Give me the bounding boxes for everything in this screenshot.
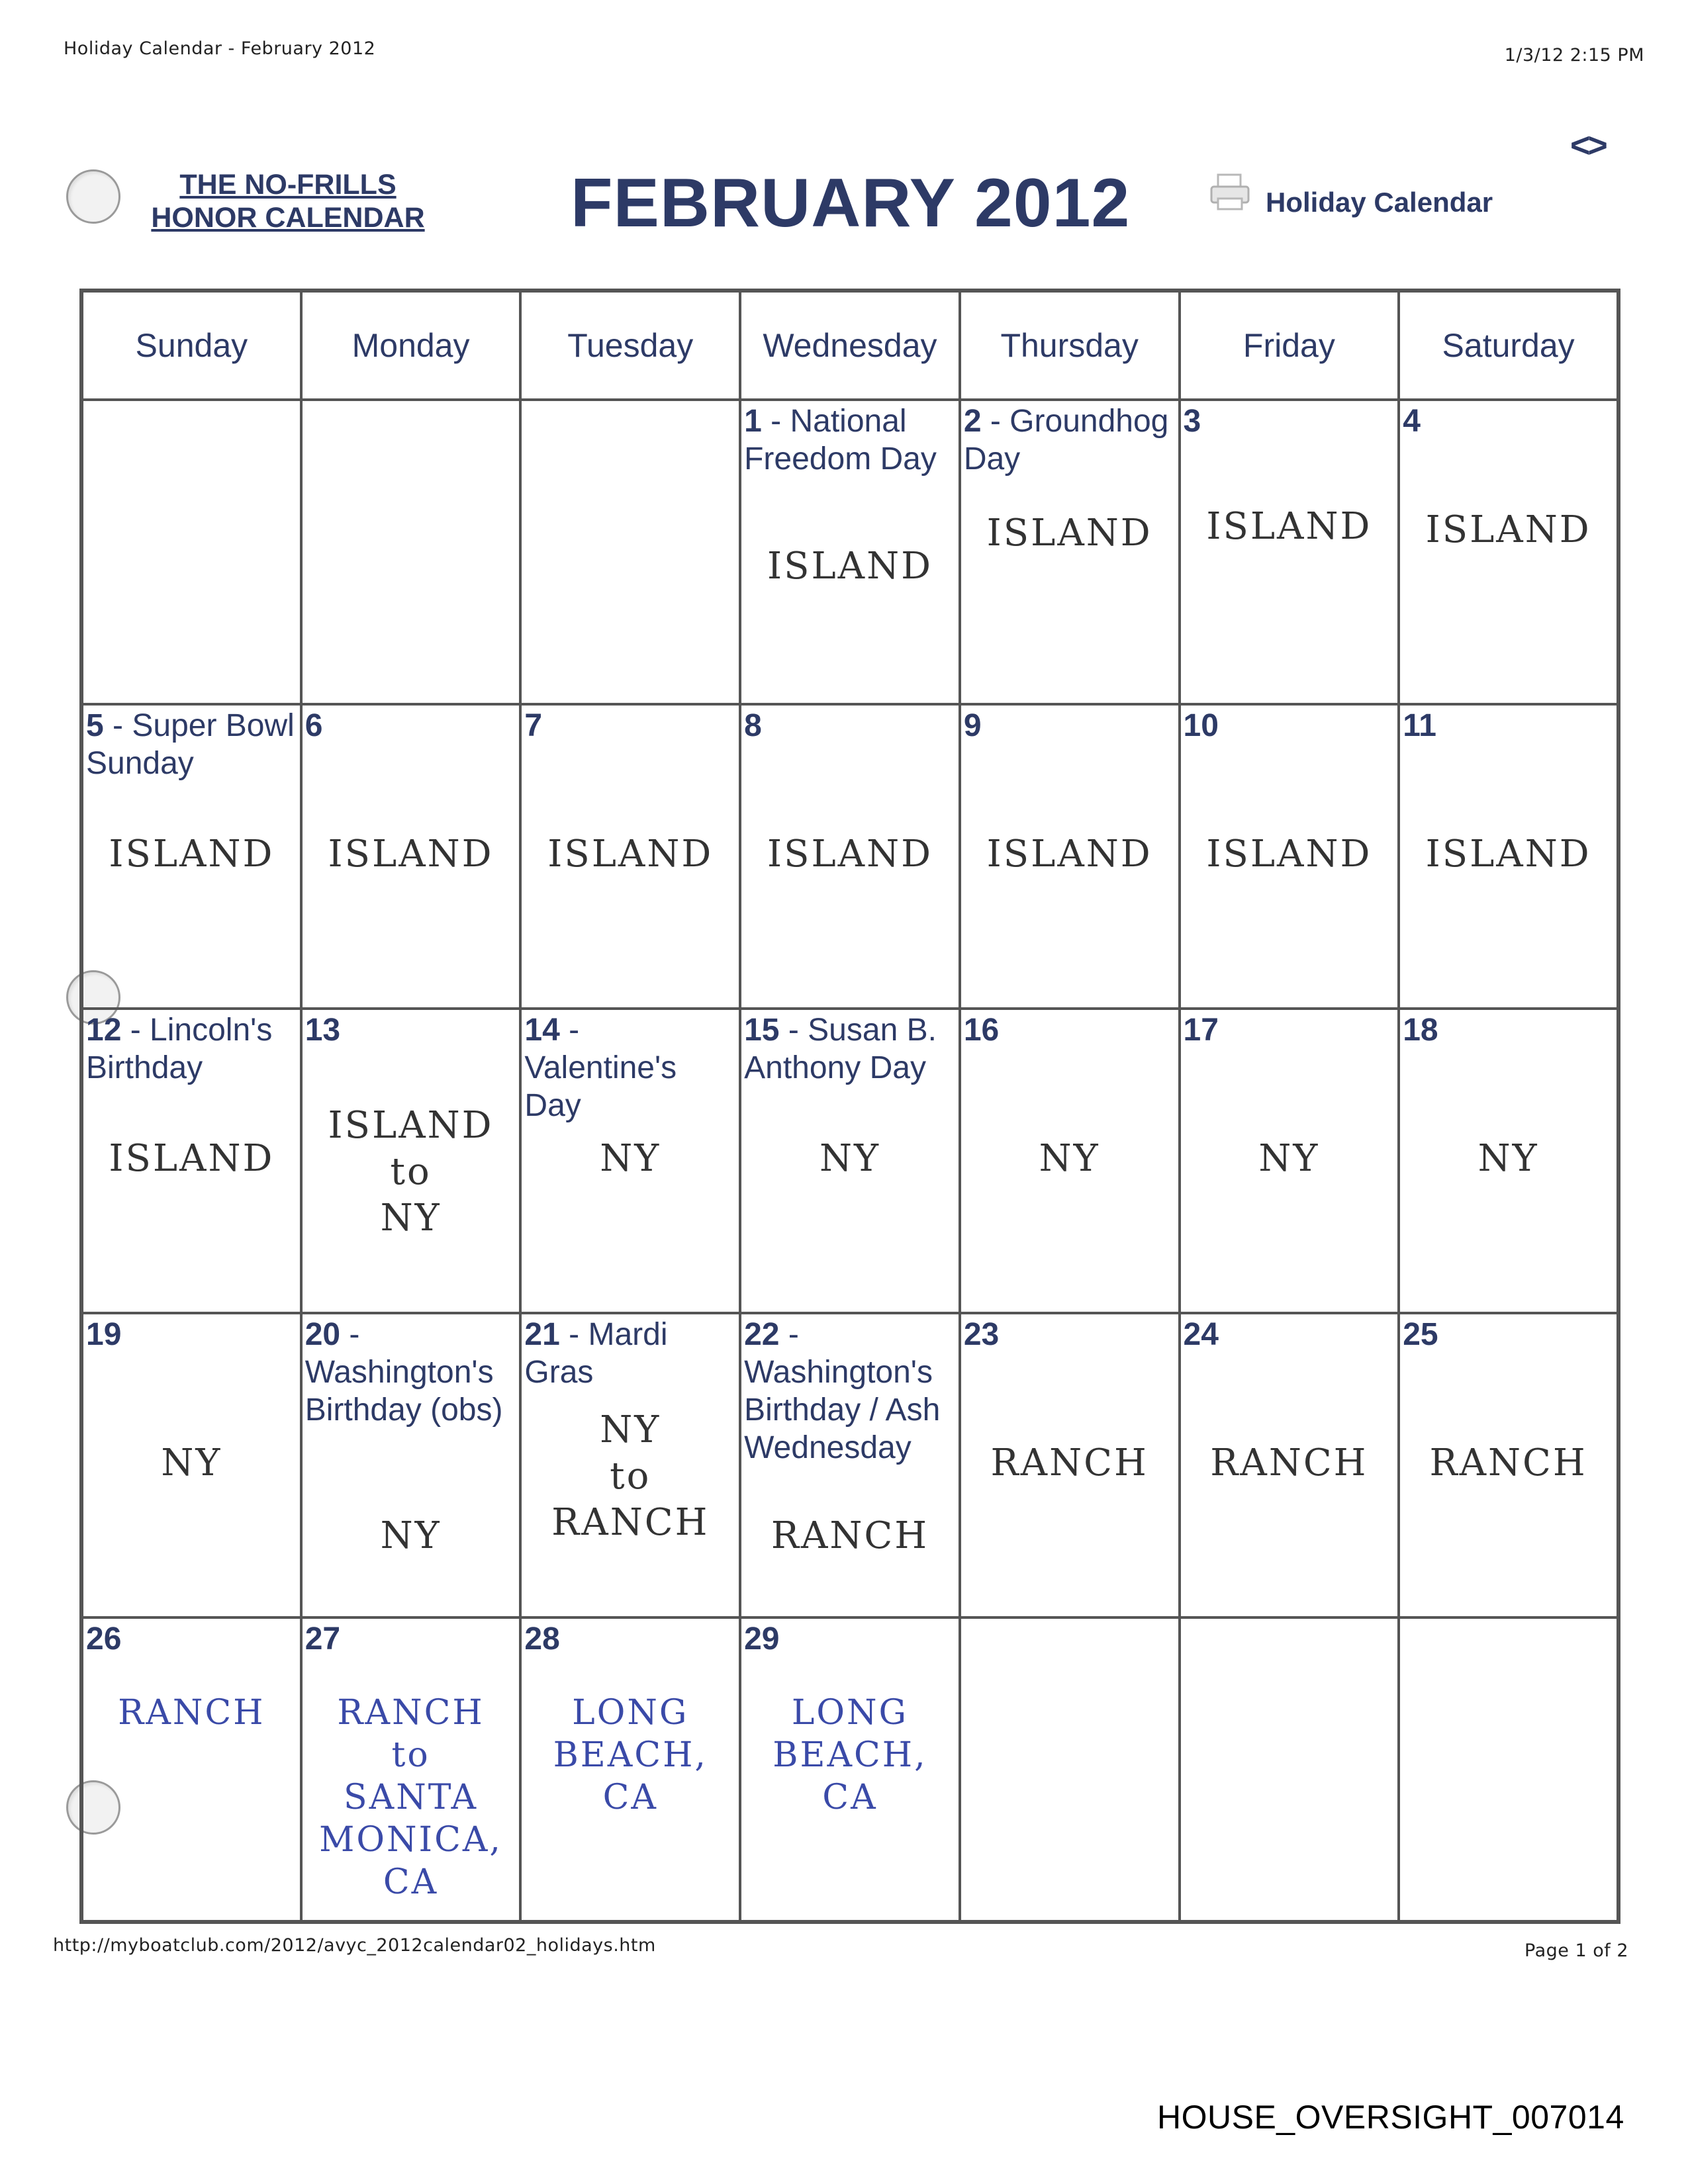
calendar-day-cell[interactable] [81, 1009, 301, 1313]
calendar-day-cell[interactable] [520, 1009, 740, 1313]
day-number: 6 [305, 708, 323, 743]
weekday-header: Saturday [1399, 291, 1618, 400]
brand-line-2: HONOR CALENDAR [151, 202, 425, 234]
day-number: 19 [86, 1317, 122, 1352]
handwritten-note: NY [1039, 1137, 1100, 1180]
day-header [1181, 401, 1398, 440]
day-header [1181, 1010, 1398, 1049]
day-number: 17 [1183, 1013, 1219, 1048]
calendar-day-cell[interactable] [1180, 1313, 1399, 1617]
handwritten-note: NY [819, 1137, 880, 1180]
calendar-day-cell[interactable] [1399, 400, 1618, 704]
calendar-day-cell[interactable] [301, 1009, 521, 1313]
day-number: 1 [744, 404, 762, 439]
weekday-header: Monday [301, 291, 521, 400]
day-number: 14 [524, 1013, 560, 1048]
handwritten-note: NY [380, 1514, 442, 1557]
calendar-day-cell[interactable] [1399, 1009, 1618, 1313]
calendar-day-cell[interactable] [740, 1617, 960, 1922]
print-header-timestamp: 1/3/12 2:15 PM [1504, 45, 1644, 66]
handwritten-note: RANCH [1429, 1441, 1587, 1484]
calendar-empty-cell [301, 400, 521, 704]
calendar-week-row [81, 704, 1618, 1009]
handwritten-note: ISLAND [767, 833, 933, 876]
day-header [741, 401, 959, 478]
day-number: 26 [86, 1621, 122, 1657]
weekday-header: Thursday [960, 291, 1180, 400]
day-header [741, 1314, 959, 1467]
calendar-week-row [81, 400, 1618, 704]
handwritten-note: ISLAND [547, 833, 714, 876]
holiday-name: - Super Bowl Sunday [86, 708, 295, 781]
handwritten-note: LONG BEACH, CA [773, 1693, 927, 1817]
holiday-name: - National Freedom Day [744, 404, 937, 477]
calendar-empty-cell [520, 400, 740, 704]
day-number: 13 [305, 1013, 341, 1048]
day-header [303, 1619, 520, 1658]
handwritten-note: ISLAND [109, 833, 275, 876]
calendar-body [81, 400, 1618, 1922]
handwritten-note: ISLAND [1206, 833, 1372, 876]
bates-number: HOUSE_OVERSIGHT_007014 [1157, 2099, 1624, 2136]
calendar-empty-cell [960, 1617, 1180, 1922]
day-header [83, 1010, 300, 1087]
day-header [961, 1010, 1178, 1049]
day-header [961, 705, 1178, 745]
handwritten-note: RANCH [118, 1693, 265, 1733]
handwritten-note: ISLAND [1206, 505, 1372, 548]
day-header [1400, 401, 1617, 440]
calendar-week-row [81, 1009, 1618, 1313]
day-header [741, 1010, 959, 1087]
punch-hole-top [66, 169, 120, 224]
handwritten-note: LONG BEACH, CA [553, 1693, 708, 1817]
calendar-empty-cell [1399, 1617, 1618, 1922]
day-header [1181, 705, 1398, 745]
day-number: 9 [963, 708, 982, 743]
day-header [741, 705, 959, 745]
calendar-day-cell[interactable] [520, 704, 740, 1009]
handwritten-note: ISLAND [1425, 508, 1591, 551]
day-header [1181, 1314, 1398, 1353]
day-number: 16 [963, 1013, 1000, 1048]
holiday-name: - Valentine's Day [524, 1013, 677, 1123]
day-number: 10 [1183, 708, 1219, 743]
day-header [83, 1314, 300, 1353]
weekday-header: Sunday [81, 291, 301, 400]
calendar-day-cell[interactable] [301, 1313, 521, 1617]
day-header [522, 1619, 739, 1658]
calendar-day-cell[interactable] [960, 400, 1180, 704]
calendar-empty-cell [81, 400, 301, 704]
day-number: 22 [744, 1317, 780, 1352]
calendar-day-cell[interactable] [740, 1009, 960, 1313]
day-header [303, 1010, 520, 1049]
day-header [303, 705, 520, 745]
day-header [83, 1619, 300, 1658]
day-header [303, 1314, 520, 1429]
handwritten-note: ISLAND [986, 833, 1152, 876]
day-number: 24 [1183, 1317, 1219, 1352]
handwritten-note: ISLAND [767, 545, 933, 588]
handwritten-note: RANCH [771, 1514, 929, 1557]
calendar-day-cell[interactable] [1399, 704, 1618, 1009]
calendar-week-row [81, 1617, 1618, 1922]
day-header [1400, 705, 1617, 745]
day-header [522, 1010, 739, 1124]
footer-url: http://myboatclub.com/2012/avyc_2012calendar02_holidays.htm [53, 1935, 656, 1956]
calendar-day-cell[interactable] [740, 400, 960, 704]
calendar-day-cell[interactable] [81, 1313, 301, 1617]
day-header [83, 705, 300, 782]
handwritten-note: ISLAND [109, 1137, 275, 1180]
day-number: 21 [524, 1317, 560, 1352]
calendar-day-cell[interactable] [81, 704, 301, 1009]
holiday-calendar-link[interactable]: Holiday Calendar [1266, 187, 1493, 218]
brand-link[interactable] [126, 168, 450, 234]
day-number: 4 [1403, 404, 1421, 439]
day-number: 20 [305, 1317, 341, 1352]
calendar-day-cell[interactable] [960, 704, 1180, 1009]
handwritten-note: NY [1258, 1137, 1320, 1180]
day-number: 15 [744, 1013, 780, 1048]
handwritten-note: RANCH [1210, 1441, 1368, 1484]
day-number: 25 [1403, 1317, 1438, 1352]
footer-page-number: Page 1 of 2 [1524, 1940, 1628, 1961]
holiday-name: - Susan B. Anthony Day [744, 1013, 937, 1085]
holiday-name: - Lincoln's Birthday [86, 1013, 273, 1085]
handwritten-note: ISLAND to NY [328, 1104, 494, 1240]
calendar-day-cell[interactable] [960, 1313, 1180, 1617]
holiday-name: - Groundhog Day [963, 404, 1169, 477]
calendar-day-cell[interactable] [960, 1009, 1180, 1313]
day-number: 5 [86, 708, 104, 743]
weekday-header-row [81, 291, 1618, 400]
calendar-day-cell[interactable] [301, 704, 521, 1009]
day-header [1400, 1010, 1617, 1049]
holiday-name: - Washington's Birthday (obs) [305, 1317, 503, 1428]
day-header [1400, 1314, 1617, 1353]
handwritten-note: NY [600, 1137, 661, 1180]
holiday-name: - Mardi Gras [524, 1317, 668, 1390]
day-header [961, 1314, 1178, 1353]
weekday-header: Tuesday [520, 291, 740, 400]
day-header [961, 401, 1178, 478]
calendar-day-cell[interactable] [740, 704, 960, 1009]
day-number: 27 [305, 1621, 341, 1657]
month-title: FEBRUARY 2012 [571, 165, 1131, 242]
day-header [522, 1314, 739, 1391]
day-number: 23 [963, 1317, 1000, 1352]
day-header [741, 1619, 959, 1658]
handwritten-note: RANCH [990, 1441, 1149, 1484]
day-number: 29 [744, 1621, 780, 1657]
calendar-day-cell[interactable] [1399, 1313, 1618, 1617]
calendar-week-row [81, 1313, 1618, 1617]
brand-line-1: THE NO-FRILLS [179, 169, 397, 201]
calendar-day-cell[interactable] [1180, 400, 1399, 704]
handwritten-note: RANCH to SANTA MONICA, CA [319, 1693, 502, 1902]
calendar-day-cell[interactable] [1180, 704, 1399, 1009]
day-number: 3 [1183, 404, 1201, 439]
calendar-day-cell[interactable] [1180, 1009, 1399, 1313]
day-number: 11 [1403, 708, 1436, 743]
day-number: 18 [1403, 1013, 1438, 1048]
day-number: 7 [524, 708, 543, 743]
handwritten-note: NY [161, 1441, 222, 1484]
handwritten-note: ISLAND [986, 512, 1152, 555]
day-number: 2 [963, 404, 982, 439]
day-number: 8 [744, 708, 762, 743]
weekday-header: Friday [1180, 291, 1399, 400]
calendar-day-cell[interactable] [520, 1617, 740, 1922]
calendar-day-cell[interactable] [81, 1617, 301, 1922]
calendar-day-cell[interactable] [740, 1313, 960, 1617]
printer-icon[interactable] [1209, 173, 1251, 212]
day-number: 12 [86, 1013, 122, 1048]
calendar-day-cell[interactable] [520, 1313, 740, 1617]
handwritten-note: NY [1477, 1137, 1539, 1180]
holiday-name: - Washington's Birthday / Ash Wednesday [744, 1317, 941, 1465]
print-header-title: Holiday Calendar - February 2012 [64, 38, 376, 59]
calendar-day-cell[interactable] [301, 1617, 521, 1922]
handwritten-note: ISLAND [328, 833, 494, 876]
calendar-grid [79, 289, 1620, 1924]
day-number: 28 [524, 1621, 560, 1657]
handwritten-note: ISLAND [1425, 833, 1591, 876]
handwritten-note: NY to RANCH [551, 1408, 710, 1544]
weekday-header: Wednesday [740, 291, 960, 400]
prev-next-nav[interactable]: <> [1570, 126, 1605, 165]
calendar-empty-cell [1180, 1617, 1399, 1922]
day-header [522, 705, 739, 745]
